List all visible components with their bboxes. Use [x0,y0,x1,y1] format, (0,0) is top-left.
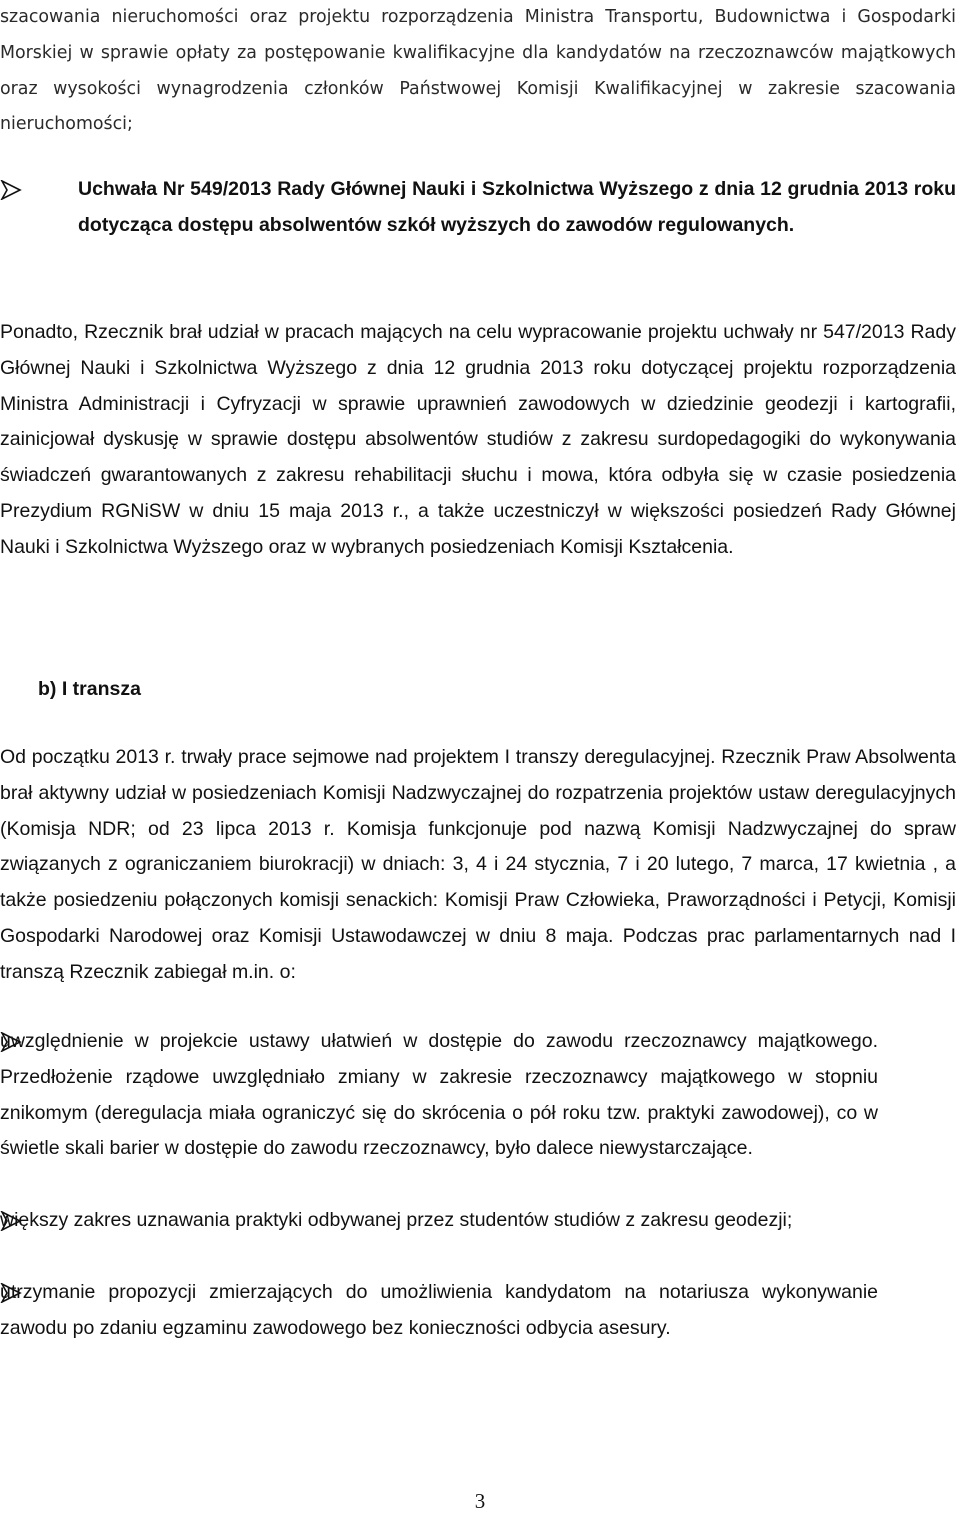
page-number: 3 [474,1489,486,1513]
intro-paragraph: szacowania nieruchomości oraz projektu rozporządzenia Ministra Transportu, Budownictwa i Gospodarki Morskiej w sprawie opłaty za postępowanie kwalifikacyjne dla kandydatów na rzeczoznawców majątkowych oraz wysokości wynagrodzenia członków Państwowej Komisji Kwalifikacyjnej w zakresie szacowania nieruchomości; [0,7,956,135]
section-heading: b) I transza [38,678,141,700]
bold-bullet-text: Uchwała Nr 549/2013 Rady Głównej Nauki i Szkolnictwa Wyższego z dnia 12 grudnia 2013 roku dotycząca dostępu absolwentów szkół wyższych do zawodów regulowanych. [78,178,956,236]
list-item-text: większy zakres uznawania praktyki odbywanej przez studentów studiów z zakresu geodezji; [0,1209,793,1231]
paragraph-od-poczatku: Od początku 2013 r. trwały prace sejmowe nad projektem I transzy deregulacyjnej. Rzecznik Praw Absolwenta brał aktywny udział w posiedzeniach Komisji Nadzwyczajnej do rozpatrzenia projektów ustaw deregulacyjnych (Komisja NDR; od 23 lipca 2013 r. Komisja funkcjonuje pod nazwą Komisji Nadzwyczajnej do spraw związanych z ograniczaniem biurokracji) w dniach: 3, 4 i 24 stycznia, 7 i 20 lutego, 7 marca, 17 kwietnia , a także posiedzeniu połączonych komisji senackich: Komisji Praw Człowieka, Praworządności i Petycji, Komisji Gospodarki Narodowej oraz Komisji Ustawodawczej w dniu 8 maja. Podczas prac parlamentarnych nad I transzą Rzecznik zabiegał m.in. o: [0,746,956,983]
list-item-text: utrzymanie propozycji zmierzających do umożliwienia kandydatom na notariusza wykonywanie zawodu po zdaniu egzaminu zawodowego bez konieczności odbycia asesury. [0,1281,878,1339]
list-item [0,1275,956,1347]
paragraph-ponadto: Ponadto, Rzecznik brał udział w pracach mających na celu wypracowanie projektu uchwały nr 547/2013 Rady Głównej Nauki i Szkolnictwa Wyższego z dnia 12 grudnia 2013 roku dotyczącej projektu rozporządzenia Ministra Administracji i Cyfryzacji w sprawie uprawnień zawodowych w dziedzinie geodezji i kartografii, zainicjował dyskusję w sprawie dostępu absolwentów studiów z zakresu surdopedagogiki do wykonywania świadczeń gwarantowanych z zakresu rehabilitacji słuchu i mowa, która odbyła się w czasie posiedzenia Prezydium RGNiSW w dniu 15 maja 2013 r., a także uczestniczył w większości posiedzeń Rady Głównej Nauki i Szkolnictwa Wyższego oraz w wybranych posiedzeniach Komisji Kształcenia. [0,321,956,558]
list-item-text: uwzględnienie w projekcie ustawy ułatwień w dostępie do zawodu rzeczoznawcy majątkowego. Przedłożenie rządowe uwzględniało zmiany w zakresie rzeczoznawcy majątkowego w stopniu znikomym (deregulacja miała ograniczyć się do skrócenia o pół roku tzw. praktyki zawodowej), co w świetle skali barier w dostępie do zawodu rzeczoznawcy, było dalece niewystarczające. [0,1030,878,1160]
arrow-bullet-icon [0,1283,22,1303]
arrow-bullet-icon [0,1211,22,1231]
list-item [0,1024,956,1167]
arrow-bullet-icon [0,180,22,200]
bold-bullet-item [0,172,956,244]
list-item [0,1203,956,1239]
arrow-bullet-icon [0,1032,22,1052]
